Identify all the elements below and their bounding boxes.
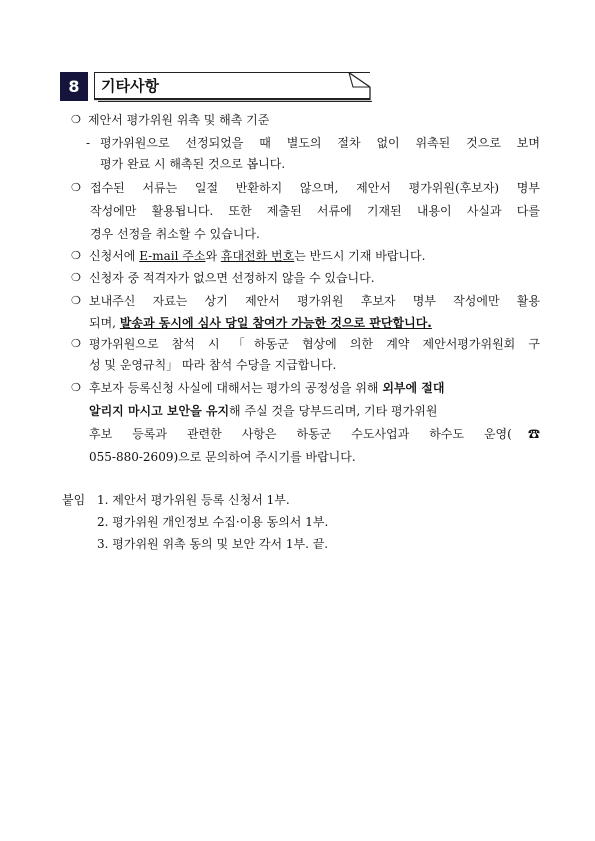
- text: 후보자 등록신청 사실에 대해서는 평가의 공정성을 위해: [89, 381, 383, 395]
- list-item: 성 및 운영규칙」 따라 참석 수당을 지급합니다.: [89, 358, 337, 372]
- attachment-label: 붙임: [62, 493, 86, 507]
- attachment-item: 2. 평가위원 개인정보 수집·이용 동의서 1부.: [97, 515, 329, 529]
- bullet-icon: ❍: [71, 181, 81, 194]
- list-item: 작성에만 활용됩니다. 또한 제출된 서류에 기재된 내용이 사실과 다를: [90, 204, 540, 218]
- text: 해 주실 것을 당부드리며, 기타 평가위원: [229, 404, 438, 418]
- section-number: 8: [60, 72, 88, 101]
- list-item: 보내주신 자료는 상기 제안서 평가위원 후보자 명부 작성에만 활용: [89, 294, 540, 308]
- list-item: 경우 선정을 취소할 수 있습니다.: [90, 227, 260, 241]
- list-item: [89, 248, 425, 264]
- emphasis-text: 발송과 동시에 심사 당일 참여가 가능한 것으로 판단합니다.: [119, 316, 432, 330]
- bullet-icon: ❍: [71, 249, 81, 262]
- list-item: 신청자 중 적격자가 없으면 선정하지 않을 수 있습니다.: [89, 271, 375, 285]
- bullet-icon: ❍: [71, 113, 81, 126]
- list-item: 평가 완료 시 해촉된 것으로 봅니다.: [100, 157, 286, 171]
- bullet-icon: ❍: [71, 381, 81, 394]
- bullet-icon: ❍: [71, 271, 81, 284]
- section-title: 기타사항: [94, 72, 370, 99]
- list-item: 접수된 서류는 일절 반환하지 않으며, 제안서 평가위원(후보자) 명부: [90, 181, 540, 195]
- list-item: [89, 315, 432, 331]
- list-item: [89, 403, 437, 419]
- dash-marker: -: [86, 136, 91, 150]
- text: 되며,: [89, 316, 120, 330]
- attachment-item: 1. 제안서 평가위원 등록 신청서 1부.: [97, 493, 290, 507]
- list-item: 후보 등록과 관련한 사항은 하동군 수도사업과 하수도 운영(☎: [89, 427, 540, 441]
- bullet-icon: ❍: [71, 337, 81, 350]
- list-item: [89, 380, 444, 396]
- email-text: E-mail 주소: [139, 249, 206, 263]
- list-item: 평가위원으로 선정되었을 때 별도의 절차 없이 위촉된 것으로 보며: [100, 136, 540, 150]
- emphasis-text: 외부에 절대: [382, 381, 445, 395]
- list-item: 055-880-2609)으로 문의하여 주시기를 바랍니다.: [89, 450, 356, 464]
- text: 신청서에: [89, 249, 140, 263]
- section-header: [60, 72, 372, 102]
- attachment-item: 3. 평가위원 위촉 동의 및 보안 각서 1부. 끝.: [97, 537, 329, 551]
- phone-text: 휴대전화 번호: [220, 249, 295, 263]
- text: 는 반드시 기재 바랍니다.: [294, 249, 426, 263]
- text: 와: [205, 249, 221, 263]
- list-item: 평가위원으로 참석 시 「하동군 협상에 의한 계약 제안서평가위원회 구: [89, 337, 540, 351]
- emphasis-text: 알리지 마시고 보안을 유지: [89, 404, 230, 418]
- bullet-icon: ❍: [71, 294, 81, 307]
- list-item: 제안서 평가위원 위촉 및 해촉 기준: [88, 113, 270, 127]
